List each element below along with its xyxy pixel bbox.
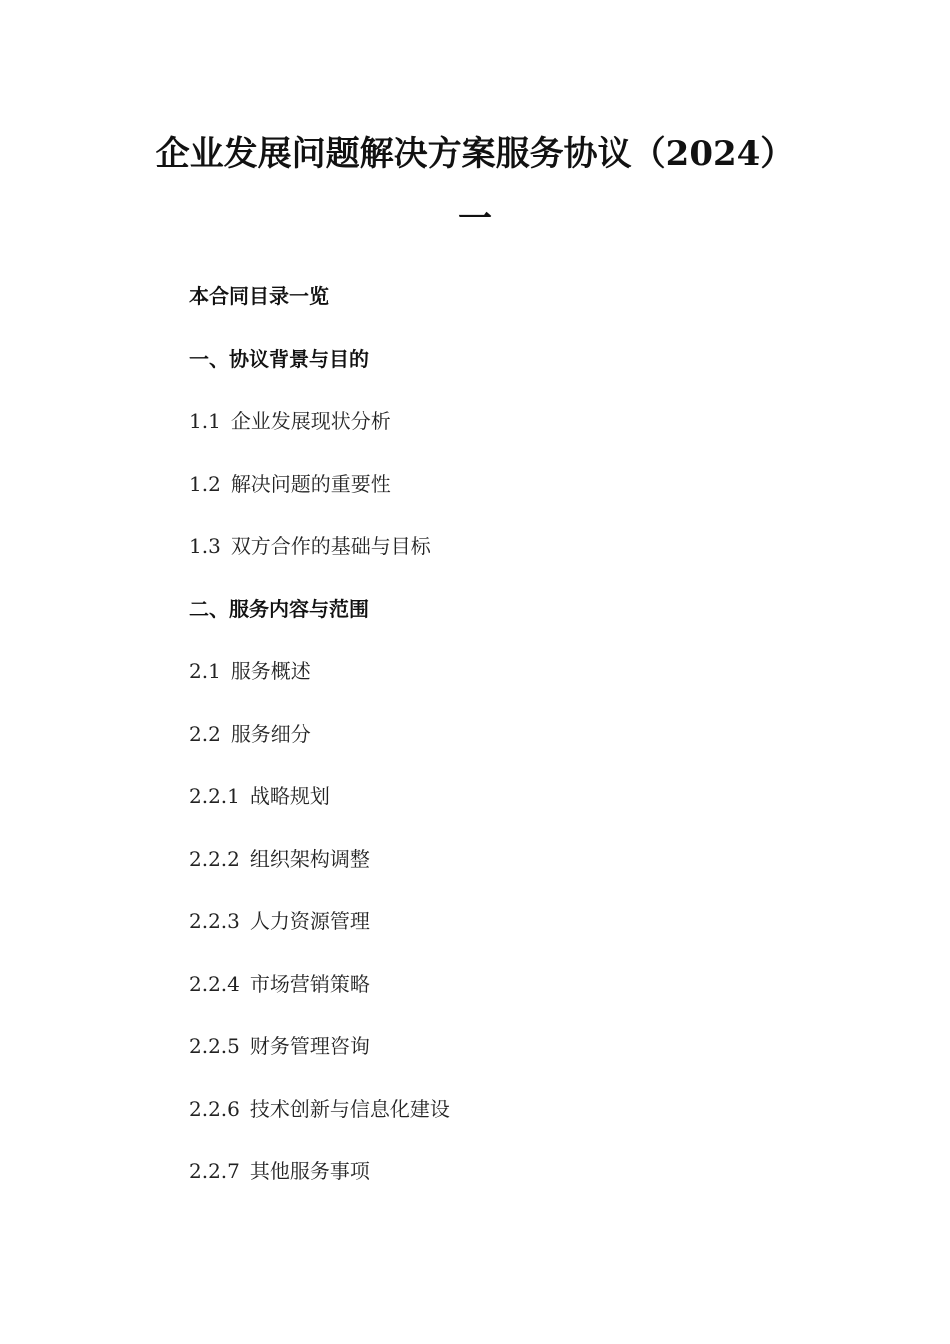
toc-item — [189, 408, 829, 471]
toc-item-text: 人力资源管理 — [249, 909, 370, 933]
toc-item — [189, 1096, 829, 1159]
toc-item-number: 1.3 — [189, 534, 221, 558]
toc-item — [189, 471, 829, 534]
toc-item-text: 服务内容与范围 — [229, 596, 369, 621]
document-title: 企业发展问题解决方案服务协议（2024） — [155, 134, 795, 174]
toc-item — [189, 1158, 829, 1221]
toc-item-number: 1.1 — [189, 409, 221, 433]
toc-item-text: 服务概述 — [230, 659, 311, 683]
toc-item-text: 服务细分 — [230, 721, 311, 746]
document-title-continuation: 一 — [458, 199, 492, 239]
toc-heading: 本合同目录一览 — [189, 284, 329, 308]
toc-item-number: 2.2.6 — [189, 1096, 240, 1121]
toc-item-text: 战略规划 — [249, 784, 330, 808]
toc-item — [189, 783, 829, 846]
toc-item-number: 2.2.3 — [189, 909, 240, 933]
toc-item-number: 二、 — [189, 596, 229, 621]
toc-item-number: 2.2.5 — [189, 1034, 240, 1058]
toc-item-number: 2.2.1 — [189, 784, 240, 808]
toc-item — [189, 596, 829, 659]
toc-item-text: 技术创新与信息化建设 — [249, 1096, 450, 1121]
toc-item-text: 其他服务事项 — [249, 1159, 370, 1183]
toc-item — [189, 533, 829, 596]
toc-item — [189, 658, 829, 721]
toc-item-text: 市场营销策略 — [249, 971, 370, 996]
toc-item-number: 一、 — [189, 346, 229, 371]
toc-item-text: 组织架构调整 — [249, 846, 370, 871]
toc-item-text: 协议背景与目的 — [229, 346, 369, 371]
toc-item-text: 财务管理咨询 — [249, 1034, 370, 1058]
toc-item-number: 1.2 — [189, 471, 221, 496]
toc-item-number: 2.2.7 — [189, 1159, 240, 1183]
toc-item-number: 2.2.2 — [189, 846, 240, 871]
toc-item-text: 双方合作的基础与目标 — [230, 534, 431, 558]
toc-item — [189, 908, 829, 971]
toc-item-number: 2.1 — [189, 659, 221, 683]
toc-item — [189, 846, 829, 909]
toc-item-number: 2.2 — [189, 721, 221, 746]
toc-item — [189, 971, 829, 1034]
toc-item — [189, 346, 829, 409]
toc-item-number: 2.2.4 — [189, 971, 240, 996]
toc-item — [189, 1033, 829, 1096]
toc-item-text: 企业发展现状分析 — [230, 409, 391, 433]
toc-item — [189, 721, 829, 784]
toc-item-text: 解决问题的重要性 — [230, 471, 391, 496]
table-of-contents — [189, 283, 829, 1221]
